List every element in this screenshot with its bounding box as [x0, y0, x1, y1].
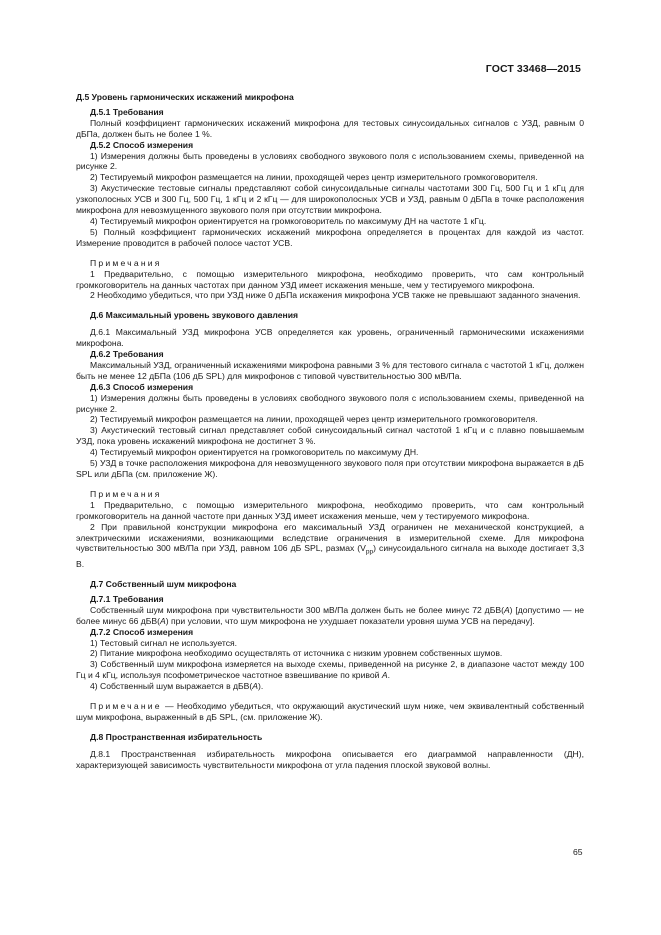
text-run: ) [допустимо — не более минус 66 дБВ(: [76, 604, 584, 626]
note-item: 2 Необходимо убедиться, что при УЗД ниже 0 дБПа искажения микрофона УСВ также не превышают заданного значения.: [90, 290, 581, 301]
note-text: 2 При правильной конструкции микрофона его максимальный УЗД ограничен не механической конструкцией, а электрическими искажениями, возникающими вследствие ограничения в измерительной схеме. Для микрофона чувствительностью 300 мВ/Па при УЗД, равном 106 дБ SPL, размах (V: [76, 521, 584, 554]
section-d5-1-text: Полный коэффициент гармонических искажений микрофона для тестовых синусоидальных сигналов с УЗД, равным 0 дБПа, должен быть не более 1 %.: [76, 117, 584, 139]
section-d5-2-title: Д.5.2 Способ измерения: [90, 139, 194, 150]
note-text: ) синусоидального сигнала на выходе достигает 3,3 В.: [76, 543, 584, 570]
section-d5-title: Д.5 Уровень гармонических искажений микрофона: [76, 92, 294, 102]
list-item: [76, 681, 584, 692]
text-run-italic: A: [381, 670, 388, 681]
section-d8-1-text: Д.8.1 Пространственная избирательность микрофона описывается его диаграммой направленности (ДН), характеризующей зависимость чувствительности микрофона от угла падения плоской звуковой волны.: [76, 748, 584, 770]
note-item: 1 Предварительно, с помощью измерительного микрофона, необходимо проверить, что сам контрольный громкоговоритель на данных частотах при данном УЗД имеет искажения меньше, чем у тестируемого микрофона.: [76, 268, 584, 290]
list-item: 2) Питание микрофона необходимо осуществлять от источника с низким уровнем собственных шумов.: [90, 648, 503, 659]
section-d6-title: Д.6 Максимальный уровень звукового давления: [90, 310, 299, 321]
section-d5-1-title: Д.5.1 Требования: [90, 106, 164, 117]
section-d8-title: Д.8 Пространственная избирательность: [90, 731, 263, 742]
document-body: [76, 92, 584, 771]
note-item: [76, 522, 584, 570]
text-run: ).: [258, 681, 264, 692]
note-item: 1 Предварительно, с помощью измерительного микрофона, необходимо проверить, что сам контрольный громкоговоритель на данной частоте при данных УЗД имеет искажения меньше, чем у тестируемого микрофона.: [76, 499, 584, 521]
note-text: — Необходимо убедиться, что окружающий акустический шум ниже, чем эквивалентный собственный шум микрофона, выраженный в дБ SPL, (см. приложение Ж).: [76, 701, 584, 722]
list-item: 4) Тестируемый микрофон ориентируется на громкоговоритель по максимуму ДН на частоте 1 кГц.: [90, 215, 487, 226]
list-item: 1) Измерения должны быть проведены в условиях свободного звукового поля с использованием схемы, приведенной на рисунке 2.: [76, 392, 584, 414]
section-d7-2-title: Д.7.2 Способ измерения: [90, 626, 194, 637]
list-item: 3) Акустические тестовые сигналы представляют собой синусоидальные сигналы частотами 300 Гц, 500 Гц и 1 кГц для узкополосных УСВ и 300 Гц, 500 Гц, 1 кГц и 2 кГц — для широкополосных УСВ и УЗД, равным 0 дБПа в точке расположения микрофона для невозмущенного звукового поля при отсутствии микрофона.: [76, 183, 584, 216]
list-item: 1) Тестовый сигнал не используется.: [90, 637, 238, 648]
section-d6-2-text: Максимальный УЗД, ограниченный искажениями микрофона равными 3 % для тестового сигнала с частотой 1 кГц, должен быть не менее 12 дБПа (106 дБ SPL) для микрофонов с типовой чувствительностью 300 мВ/Па.: [76, 359, 584, 381]
section-d6-1-text: Д.6.1 Максимальный УЗД микрофона УСВ определяется как уровень, ограниченный гармоническими искажениями микрофона.: [76, 327, 584, 349]
subscript-pp: pp: [365, 549, 374, 557]
list-item: 2) Тестируемый микрофон размещается на линии, проходящей через центр измерительного громкоговорителя.: [90, 172, 538, 183]
list-item: 5) УЗД в точке расположения микрофона для невозмущенного звукового поля при отсутствии микрофона выражается в дБ SPL или дБПа (см. приложение Ж).: [76, 458, 584, 479]
list-item: 1) Измерения должны быть проведены в условиях свободного звукового поля с использованием схемы, приведенной на рисунке 2.: [76, 150, 584, 172]
note-paragraph: [76, 701, 584, 723]
list-item: [76, 659, 584, 681]
section-d6-2-title: Д.6.2 Требования: [90, 349, 164, 360]
text-run: Собственный шум микрофона при чувствительности 300 мВ/Па должен быть не более минус 72 дБВ(: [90, 604, 504, 615]
text-run-italic: A: [160, 615, 166, 626]
text-run: 3) Собственный шум микрофона измеряется на выходе схемы, приведенной на рисунке 2, в диапазоне частот между 100 Гц и 4 кГц, используя псофометрическое частотное взвешивание по кривой: [76, 659, 584, 681]
notes-label: Примечания: [90, 488, 162, 499]
list-item: 5) Полный коэффициент гармонических искажений микрофона определяется в процентах для каждой из частот. Измерение проводится в рабочей полосе частот УСВ.: [76, 226, 584, 248]
text-run: .: [387, 670, 390, 681]
text-run-italic: A: [503, 604, 510, 615]
document-code-header: ГОСТ 33468—2015: [485, 63, 581, 75]
section-d7-title: Д.7 Собственный шум микрофона: [90, 578, 237, 589]
section-d7-1-title: Д.7.1 Требования: [90, 593, 164, 604]
list-item: 3) Акустический тестовый сигнал представляет собой синусоидальный сигнал частотой 1 кГц и с плавно повышаемым УЗД, пока уровень искажений микрофона не достигнет 3 %.: [76, 425, 584, 447]
text-run: 4) Собственный шум выражается в дБВ(: [90, 681, 253, 692]
list-item: 4) Тестируемый микрофон ориентируется на громкоговоритель по максимуму ДН.: [90, 447, 419, 458]
note-label: Примечание: [90, 701, 162, 712]
list-item: 2) Тестируемый микрофон размещается на линии, проходящей через центр измерительного громкоговорителя.: [90, 414, 538, 425]
notes-label: Примечания: [90, 257, 162, 268]
page-number: 65: [573, 847, 583, 857]
section-d6-3-title: Д.6.3 Способ измерения: [90, 381, 194, 392]
text-run-italic: A: [252, 681, 259, 692]
text-run: ) при условии, что шум микрофона не ухудшает показатели уровня шума УСВ на передачу].: [165, 615, 535, 626]
section-d7-1-text: [76, 605, 584, 627]
